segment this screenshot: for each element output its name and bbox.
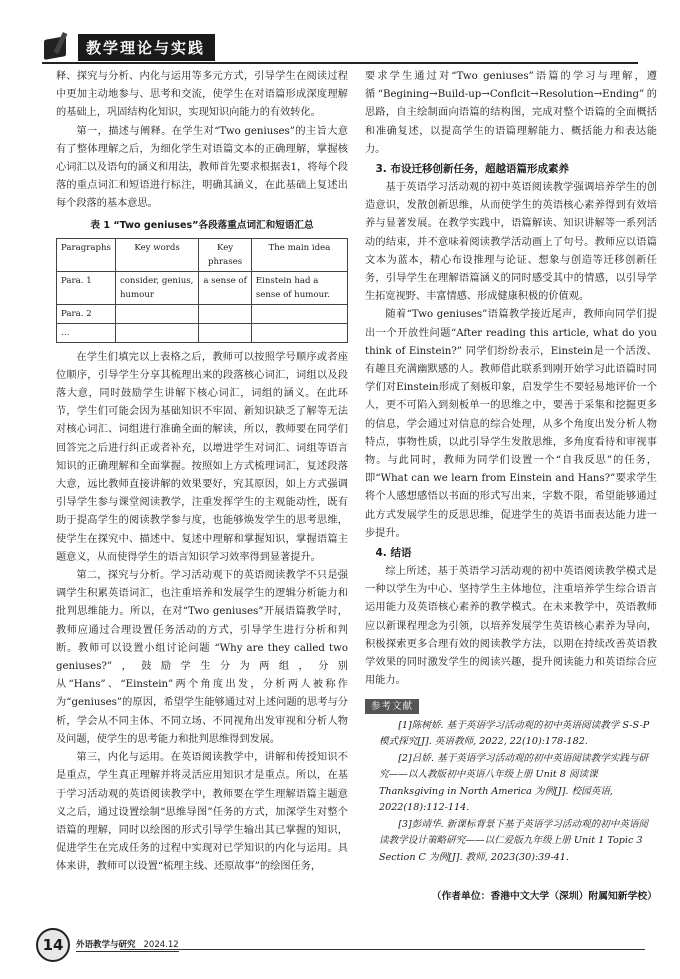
- paragraph: 第三，内化与运用。在英语阅读教学中，讲解和传授知识不是重点，学生真正理解并将灵活应用知识才是重点。所以，在基于学习活动观的英语阅读教学中，教师要在学生理解语篇主题意义之后，通过设置绘制“思维导图”任务的方式，加深学生对整个语篇的理解，同时以绘图的形式引导学生输出其已掌握的知识，促进学生在完成任务的过程中实现对已学知识的内化与运用。具体来讲，教师可以设置“梳理主线、还原故事”的绘图任务，: [56, 752, 348, 873]
- header-title: 教学理论与实践: [78, 34, 215, 61]
- column-header: Paragraphs: [57, 238, 116, 271]
- left-column: [56, 68, 348, 877]
- right-column: [365, 68, 657, 906]
- author-affiliation: （作者单位：香港中文大学（深圳）附属知新学校）: [431, 891, 657, 902]
- vocabulary-table: [56, 238, 348, 343]
- table-cell: [251, 323, 347, 342]
- column-header: Key words: [115, 238, 198, 271]
- paragraph: 第二，探究与分析。学习活动观下的英语阅读教学不只是强调学生积累英语词汇，也注重培养和发展学生的逻辑分析能力和批判思维能力。所以，在对“Two geniuses”开展语篇教学时，教师应通过合理设置任务活动的方式，引导学生进行分析和判断。教师可以设置小组讨论问题 “Why are they called two geniuses?”，鼓励学生分为两组，分别从“Hans”、“Einstein”两个角度出发，分析两人被称作为“geniuses”的原因，希望学生能够通过对上述问题的思考与分析，学会从不同主体、不同立场、不同视角出发审视和分析人物及问题，使学生的思考能力和批判思维得到发展。: [56, 570, 348, 745]
- column-header: Key phrases: [199, 238, 252, 271]
- table-row: [57, 271, 348, 304]
- section-heading: 3. 布设迁移创新任务，超越语篇形成素养: [375, 163, 569, 176]
- paragraph: 基于英语学习活动观的初中英语阅读教学强调培养学生的创造意识，发散创新思维，从而使学生的英语核心素养得到有效培养与显著发展。在教学实践中，语篇解读、知识讲解等一系列活动的结束，并不意味着阅读教学活动画上了句号。教师应以语篇文本为蓝本，精心布设推理与论证、想象与创造等迁移创新任务，引导学生在理解语篇涵义的同时感受其中的情感，以引导学生拓宽视野、丰富情感、形成健康积极的价值观。: [365, 182, 657, 303]
- table-cell: consider, genius, humour: [115, 271, 198, 304]
- table-header-row: [57, 238, 348, 271]
- table-cell: [251, 304, 347, 323]
- paragraph: 综上所述，基于英语学习活动观的初中英语阅读教学模式是一种以学生为中心、坚持学生主体地位，注重培养学生综合语言运用能力及英语核心素养的教学模式。在未来教学中，英语教师应以新课程理念为引领，以培养发展学生英语核心素养为导向，积极探索更多合理有效的阅读教学方法，以期在持续改善英语教学效果的同时激发学生的阅读兴趣，提升阅读能力和英语综合应用能力。: [365, 566, 657, 687]
- page-number: 14: [36, 928, 70, 962]
- table-title: 表 1 “Two geniuses”各段落重点词汇和短语汇总: [90, 219, 314, 231]
- reference-item: [2]吕娇. 基于英语学习活动观的初中英语阅读教学实践与研究——以人教版初中英语八年级上册 Unit 8 阅读课 Thanksgiving in North America 为例[J]. 校园英语, 2022(18):112-114.: [379, 752, 649, 813]
- footer-divider: [120, 949, 645, 950]
- table-cell: Para. 1: [57, 271, 116, 304]
- reference-item: [3]彭靖华. 新课标背景下基于英语学习活动观的初中英语阅读教学设计策略研究——以仁爱版九年级上册 Unit 1 Topic 3 Section C 为例[J]. 教师, 2023(30):39-41.: [379, 818, 649, 863]
- table-cell: [115, 304, 198, 323]
- table-cell: [115, 323, 198, 342]
- paragraph: 要求学生通过对“Two geniuses”语篇的学习与理解，遵循“Begining→Build-up→Conflcit→Resolution→Ending”的思路，自主绘制面向语篇的结构图，完成对整个语篇的全面概括和准确复述，以提高学生的语篇理解能力、概括能力和表达能力。: [365, 71, 657, 155]
- book-pen-logo-icon: [42, 32, 72, 62]
- header-divider: [42, 62, 638, 64]
- table-cell: Para. 2: [57, 304, 116, 323]
- references-heading: 参考文献: [365, 699, 419, 714]
- section-heading: 4. 结语: [375, 547, 412, 560]
- table-cell: …: [57, 323, 116, 342]
- paragraph: 释、探究与分析、内化与运用等多元方式，引导学生在阅读过程中更加主动地参与、思考和交流，使学生在对语篇形成深度理解的基础上，巩固结构化知识，实现知识向能力的有效转化。: [56, 71, 348, 119]
- table-cell: Einstein had a sense of humour.: [251, 271, 347, 304]
- table-row: [57, 323, 348, 342]
- paragraph: 第一，描述与阐释。在学生对“Two geniuses”的主旨大意有了整体理解之后，为细化学生对语篇文本的正确理解，掌握核心词汇以及语句的涵义和用法，教师首先要求根据表1，将每个段落的重点词汇和短语进行标注，明确其涵义，在此基础上复述出每个段落的基本意思。: [56, 125, 348, 210]
- page-footer: [36, 928, 179, 962]
- paragraph: 在学生们填完以上表格之后，教师可以按照学号顺序或者座位顺序，引导学生分享其梳理出来的段落核心词汇，词组以及段落大意，同时鼓励学生讲解下核心词汇，词组的涵义。在此环节，学生们可能会因为基础知识不牢固、新知识缺乏了解等无法对核心词汇、词组进行准确全面的解读，所以，教师要在同学们回答完之后进行纠正或者补充，以增进学生对词汇、词组等语言知识的正确理解和全面掌握。按照如上方式梳理词汇，复述段落大意，远比教师直接讲解的效果要好，究其原因，如上方式强调引导学生参与课堂阅读教学，注重发挥学生的主观能动性，既有助于提高学生的阅读教学参与度，也能够焕发学生的思考思维，使学生在探究中、描述中、复述中理解和掌握知识，掌握语篇主题意义，从而使得学生的语言知识学习效率得到显著提升。: [56, 351, 348, 563]
- table-row: [57, 304, 348, 323]
- reference-item: [1]陈树娇. 基于英语学习活动观的初中英语阅读教学 S-S-P 模式探究[J]. 英语教师, 2022, 22(10):178-182.: [379, 719, 650, 747]
- paragraph: 随着“Two geniuses”语篇教学接近尾声，教师向同学们提出一个开放性问题“After reading this article, what do you think of Einstein?” 同学们纷纷表示，Einstein是一个活泼、有趣且充满幽默感的人。教师借此联系到刚开始学习此语篇时同学们对Einstein形成了刻板印象，启发学生不要轻易地评价一个人，更不可陷入到刻板单一的思维之中，要善于采集和挖掘更多的信息，学会通过对信息的综合处理，从多个角度出发分析人物特点，事物性质，以此引导学生发散思维，多角度看待和审视事物。与此同时，教师为同学们设置一个“自我反思”的任务，即“What can we learn from Einstein and Hans?”要求学生将个人感想感悟以书面的形式写出来，字数不限，希望能够通过此方式发展学生的反思思维，促进学生的英语书面表达能力进一步提升。: [365, 309, 657, 539]
- page-header: [42, 34, 215, 60]
- table-cell: a sense of: [199, 271, 252, 304]
- journal-title: 外语教学与研究: [76, 940, 136, 950]
- column-header: The main idea: [251, 238, 347, 271]
- table-cell: [199, 323, 252, 342]
- journal-issue: 2024.12: [143, 940, 179, 950]
- table-cell: [199, 304, 252, 323]
